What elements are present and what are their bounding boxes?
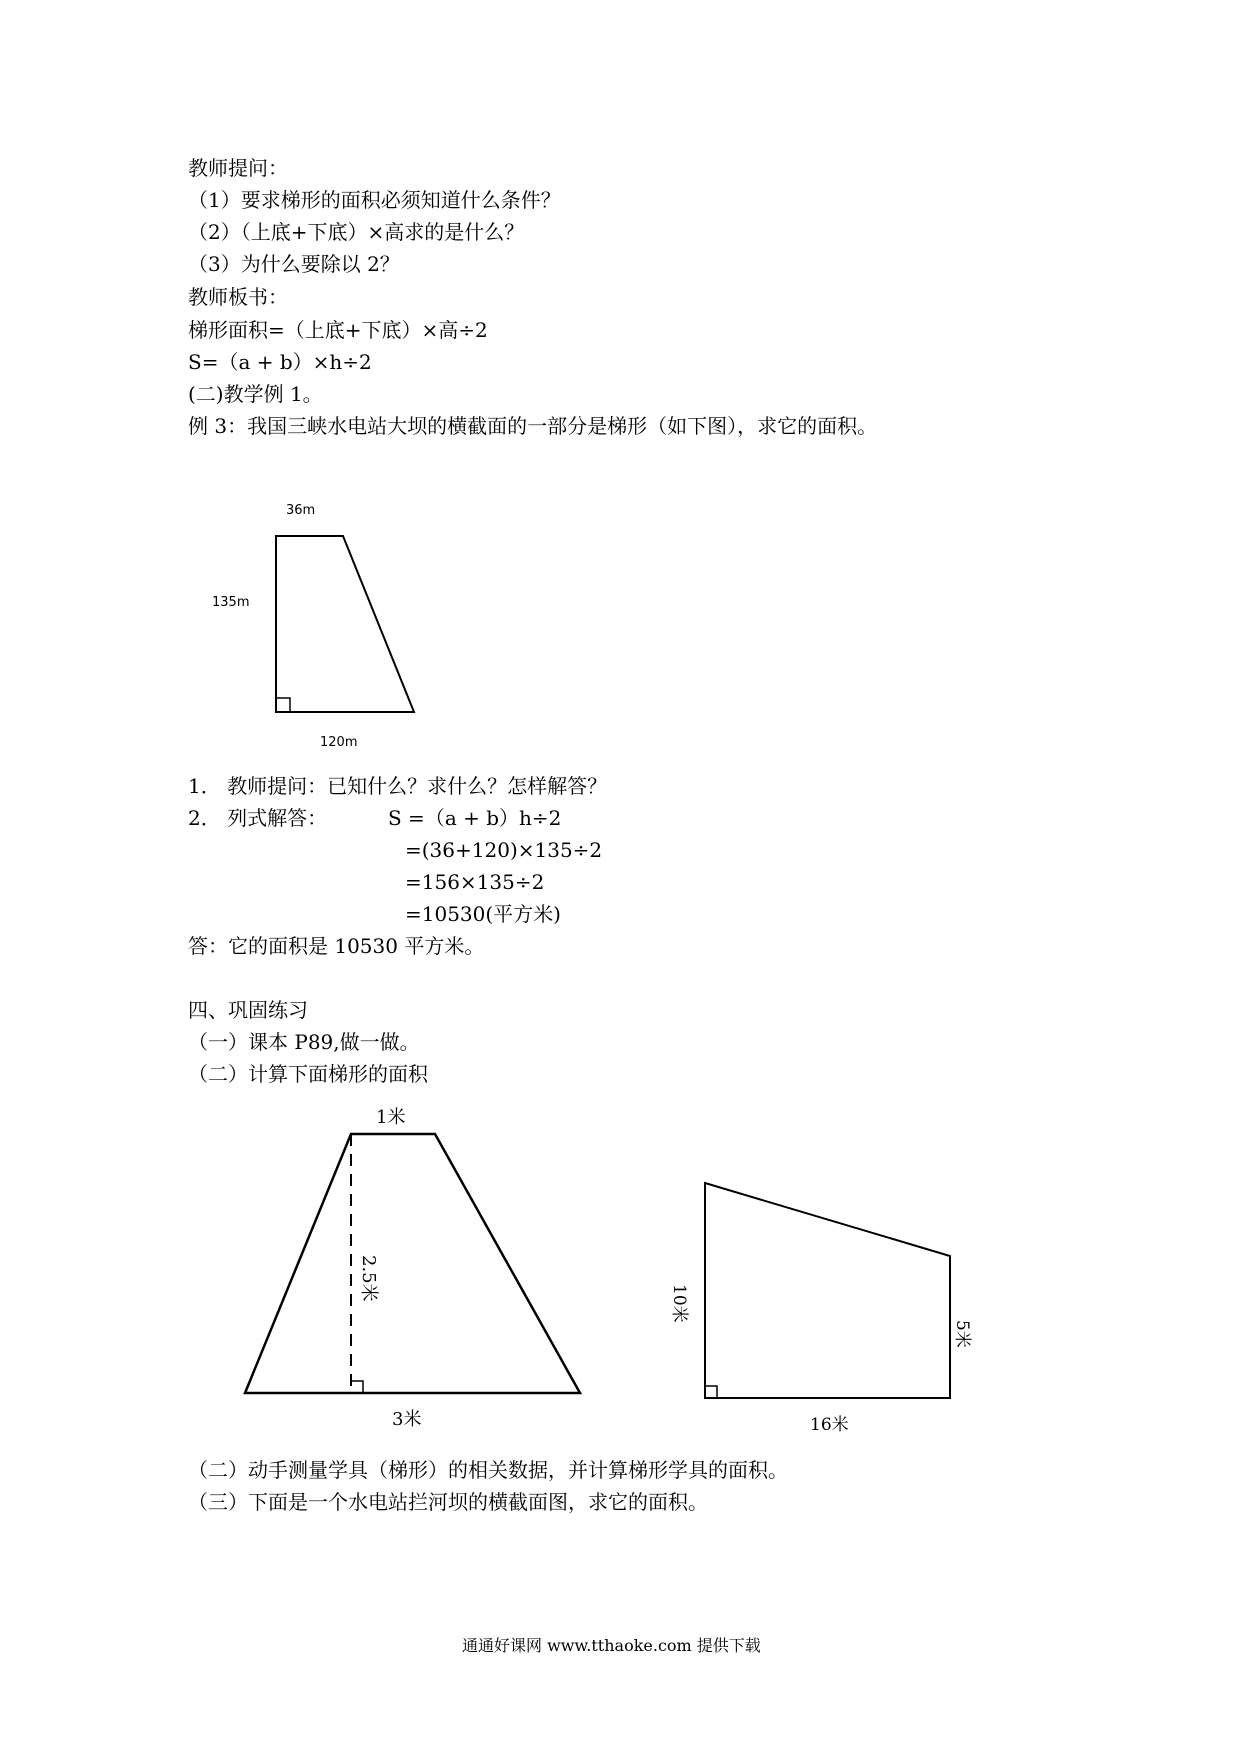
trapezoid-b-right-angle-mark xyxy=(705,1386,717,1398)
dam-top-label: 36m xyxy=(286,503,316,518)
solution-step-1: S =（a + b）h÷2 xyxy=(388,806,562,830)
trapezoid-b-left-label: 10米 xyxy=(669,1284,689,1323)
dam-trapezoid-shape xyxy=(276,536,414,712)
blackboard-heading: 教师板书： xyxy=(188,285,288,309)
solution-heading: 2． 列式解答： xyxy=(188,806,328,830)
answer-line: 答：它的面积是 10530 平方米。 xyxy=(188,934,485,958)
solution-step-4: =10530(平方米) xyxy=(405,902,561,926)
example-section-heading: (二)教学例 1。 xyxy=(188,382,323,406)
example-3-text: 例 3：我国三峡水电站大坝的横截面的一部分是梯形（如下图），求它的面积。 xyxy=(188,414,878,438)
trapezoid-a-right-angle-mark xyxy=(351,1381,363,1393)
dam-bottom-label: 120m xyxy=(320,735,358,750)
trapezoid-b-shape xyxy=(705,1183,950,1398)
trapezoid-a-bottom-label: 3米 xyxy=(392,1409,422,1430)
solution-step-3: =156×135÷2 xyxy=(405,870,545,894)
section-4-heading: 四、巩固练习 xyxy=(188,998,308,1022)
solution-step-2: =(36+120)×135÷2 xyxy=(405,838,603,862)
teacher-question-heading: 教师提问： xyxy=(188,156,288,180)
trapezoid-figure-a xyxy=(230,1095,600,1435)
area-formula-words: 梯形面积=（上底+下底）×高÷2 xyxy=(188,318,488,342)
practice-2: （二）计算下面梯形的面积 xyxy=(188,1062,428,1086)
trapezoid-a-top-label: 1米 xyxy=(376,1107,406,1128)
practice-3: （二）动手测量学具（梯形）的相关数据，并计算梯形学具的面积。 xyxy=(188,1458,788,1482)
practice-4: （三）下面是一个水电站拦河坝的横截面图，求它的面积。 xyxy=(188,1490,708,1514)
trapezoid-a-height-label: 2.5米 xyxy=(358,1255,379,1302)
trapezoid-a-shape xyxy=(245,1134,580,1393)
trapezoid-figure-b xyxy=(665,1160,985,1450)
dam-trapezoid-figure xyxy=(200,490,440,760)
question-1: （1）要求梯形的面积必须知道什么条件？ xyxy=(188,188,561,212)
question-3: （3）为什么要除以 2？ xyxy=(188,252,400,276)
right-angle-mark xyxy=(276,698,290,712)
dam-height-label: 135m xyxy=(212,595,250,610)
question-2: （2）（上底+下底）×高求的是什么？ xyxy=(188,220,525,244)
area-formula-symbols: S=（a + b）×h÷2 xyxy=(188,350,372,374)
trapezoid-b-right-label: 5米 xyxy=(952,1320,972,1348)
example-question: 1． 教师提问：已知什么？求什么？怎样解答？ xyxy=(188,774,608,798)
practice-1: （一）课本 P89,做一做。 xyxy=(188,1030,420,1054)
page-footer: 通通好课网 www.tthaoke.com 提供下载 xyxy=(462,1636,761,1655)
trapezoid-b-bottom-label: 16米 xyxy=(810,1415,849,1435)
